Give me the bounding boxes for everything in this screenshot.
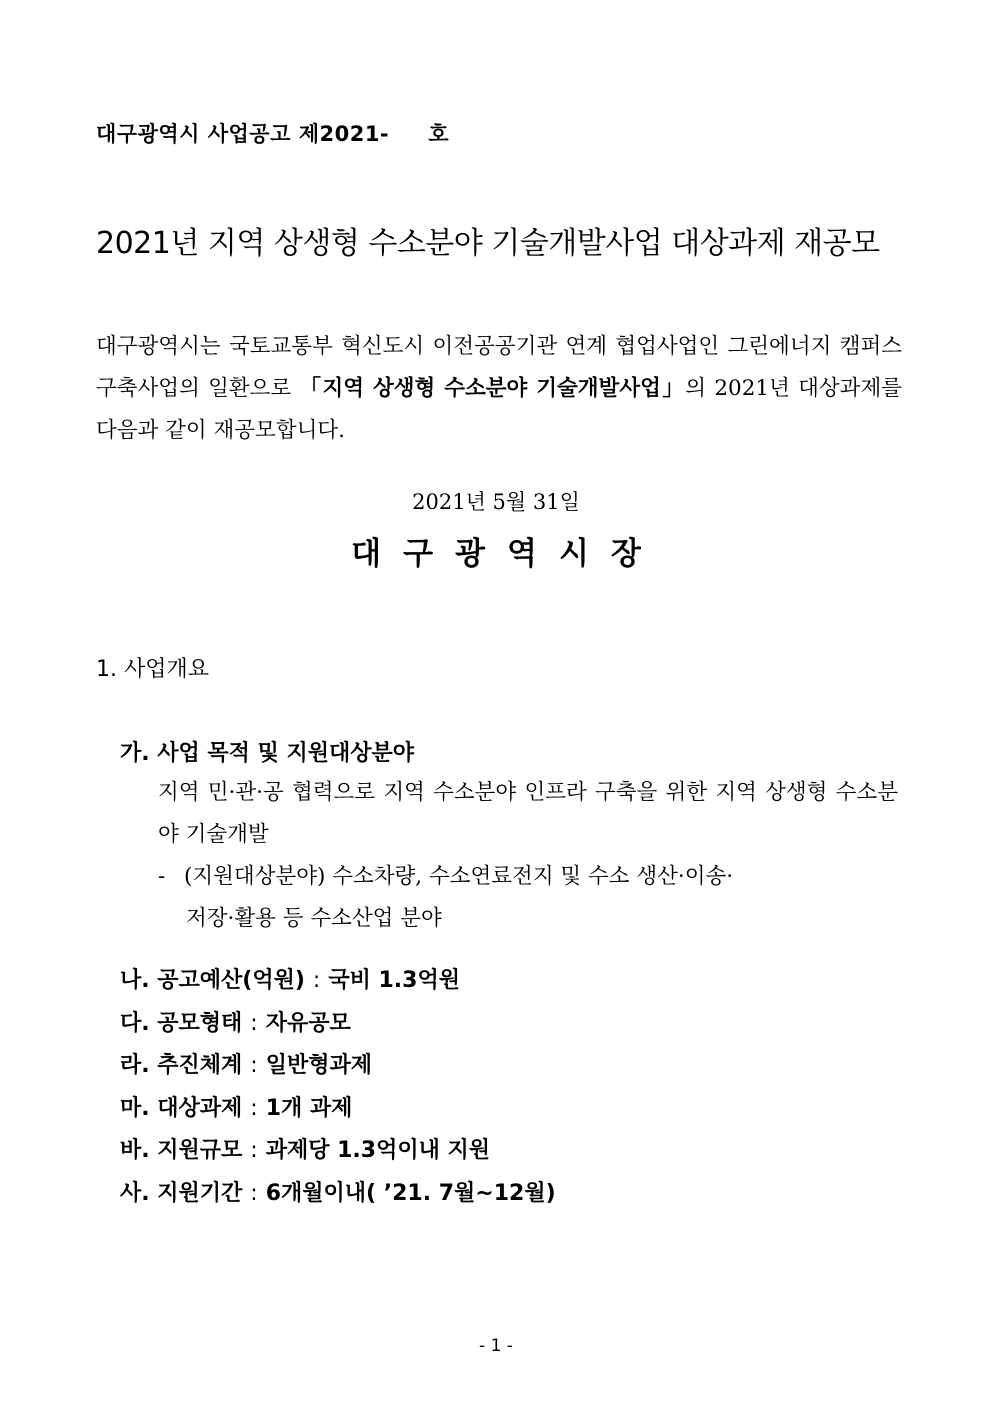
intro-paragraph [96, 326, 902, 452]
overview-item-type [120, 1003, 900, 1046]
item-value: 6개월이내( ’21. 7월~12월) [265, 1180, 556, 1206]
item-separator: : [250, 1095, 258, 1121]
item-value: 일반형과제 [265, 1053, 372, 1078]
intro-text-after: 의 2021년 대상과제를 다음과 같이 재공모합니다. [96, 376, 902, 443]
overview-item-target [120, 1088, 900, 1131]
support-field-note [158, 856, 898, 940]
item-separator: : [250, 1138, 258, 1163]
item-separator: : [312, 968, 321, 993]
intro-text-before: 대구광역시는 국토교통부 혁신도시 이전공공기관 연계 협업사업인 그린에너지 캠퍼스 구축사업의 일환으로 [96, 334, 902, 401]
item-label: 마. 대상과제 [120, 1095, 243, 1121]
item-separator: : [250, 1053, 258, 1078]
overview-item-list [120, 960, 900, 1215]
overview-item-budget [120, 960, 900, 1003]
dash-bullet: - [158, 864, 166, 889]
item-value: 과제당 1.3억이내 지원 [265, 1138, 491, 1163]
overview-item-system [120, 1045, 900, 1088]
announcement-date: 2021년 5월 31일 [412, 490, 580, 514]
item-label: 라. 추진체계 [120, 1053, 243, 1078]
notice-number: 대구광역시 사업공고 제2021- 호 [96, 122, 449, 146]
item-label: 바. 지원규모 [120, 1138, 243, 1163]
subsection-title-purpose: 가. 사업 목적 및 지원대상분야 [120, 741, 415, 766]
item-label: 다. 공모형태 [120, 1010, 243, 1036]
support-field-line-2: 저장·활용 등 수소산업 분야 [186, 906, 442, 931]
document-title: 2021년 지역 상생형 수소분야 기술개발사업 대상과제 재공모 [96, 226, 880, 261]
item-separator: : [250, 1010, 258, 1036]
intro-project-name: 「지역 상생형 수소분야 기술개발사업」 [299, 376, 686, 401]
section-title-overview: 1. 사업개요 [96, 657, 209, 682]
item-label: 사. 지원기간 [120, 1180, 243, 1206]
issuer-name: 대구광역시장 [351, 536, 663, 572]
item-value: 자유공모 [265, 1010, 351, 1036]
overview-item-scale [120, 1130, 900, 1173]
item-label: 나. 공고예산(억원) [120, 968, 305, 993]
overview-item-period [120, 1173, 900, 1216]
item-value: 국비 1.3억원 [328, 968, 460, 993]
page-number: - 1 - [479, 1336, 513, 1356]
support-field-text-1: (지원대상분야) 수소차량, 수소연료전지 및 수소 생산·이송· [184, 864, 734, 889]
item-value: 1개 과제 [265, 1095, 353, 1121]
purpose-paragraph: 지역 민·관·공 협력으로 지역 수소분야 인프라 구축을 위한 지역 상생형 수소분야 기술개발 [158, 780, 898, 847]
support-field-line-1 [158, 856, 898, 898]
item-separator: : [250, 1180, 258, 1206]
